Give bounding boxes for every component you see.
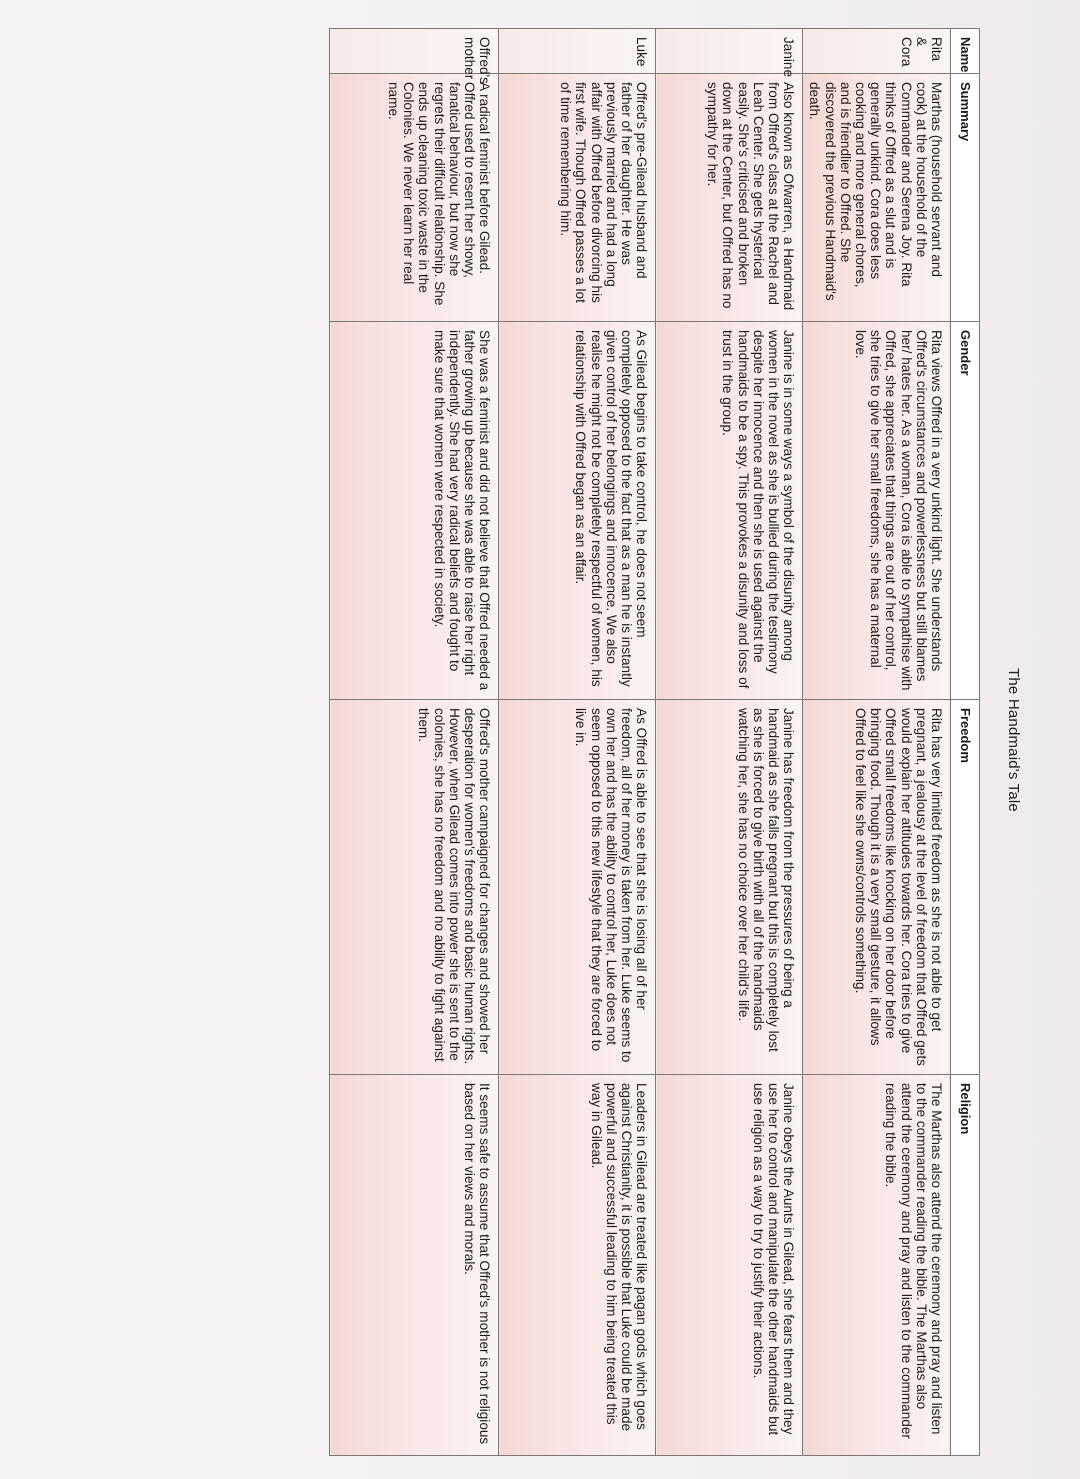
cell-gender: Rita views Offred in a very unkind light. She understands Offred's circumstances and powerlessness but still blames her/ hates her. As a woman, Cora is able to sympathise with Offred, she appreciates that things are out of her control, she tries to give her small freedoms, she has a maternal love. [803, 322, 951, 700]
cell-religion: Janine obeys the Aunts in Gilead, she fears them and they use her to control and manipulate the other handmaids but use religion as a way to try to justify their actions. [656, 1075, 803, 1456]
table-row [656, 29, 803, 1456]
cell-religion: It seems safe to assume that Offred's mother is not religious based on her views and morals. [330, 1075, 499, 1456]
header-religion: Religion [951, 1075, 980, 1456]
cell-gender: She was a feminist and did not believe that Offred needed a father growing up because she was able to raise her right independently. She had very radical beliefs and fought to make sure that women were respected in society. [330, 322, 499, 700]
header-freedom: Freedom [951, 700, 980, 1075]
cell-summary: Marthas (household servant and cook) at the household of the Commander and Serena Joy. Rita thinks of Offred as a slut and is generally unkind. Cora does less cooking and more general chores, and is friendlier to Offred. She discovered the previous Handmaid's death. [803, 74, 951, 322]
cell-name: Offred's mother [330, 29, 499, 74]
cell-freedom: Janine has freedom from the pressures of being a handmaid as she falls pregnant but this is completely lost as she is forced to give birth with all of the handmaids watching her, she has no choice over her child's life. [656, 700, 803, 1075]
cell-summary: Also known as Ofwarren, a Handmaid from Offred's class at the Rachel and Leah Center. She gets hysterical easily. She's criticised and broken down at the Center, but Offred has no sympathy for her. [656, 74, 803, 322]
cell-summary: Offred's pre-Gilead husband and father of her daughter. He was previously married and had a long affair with Offred before divorcing his first wife. Though Offred passes a lot of time remembering him. [499, 74, 656, 322]
cell-religion: The Marthas also attend the ceremony and pray and listen to the commander reading the bible. The Marthas also attend the ceremony and pray and listen to the commander reading the bible. [803, 1075, 951, 1456]
cell-gender: As Gilead begins to take control, he does not seem completely opposed to the fact that as a man he is instantly given control of her belongings and innocence. We also realise he might not be completely respectful of women, his relationship with Offred began as an affair. [499, 322, 656, 700]
table-row [499, 29, 656, 1456]
character-table [329, 28, 980, 1456]
cell-freedom: Offred's mother campaigned for changes and showed her desperation for women's freedoms and basic human rights. However, when Gilead comes into power she is sent to the colonies, she has no freedom and no ability to fight against them. [330, 700, 499, 1075]
header-gender: Gender [951, 322, 980, 700]
table-row [803, 29, 951, 1456]
header-name: Name [951, 29, 980, 74]
cell-summary: A radical feminist before Gilead. Offred used to resent her showy, fanatical behaviour, but now she regrets their difficult relationship. She ends up cleaning toxic waste in the Colonies. We never learn her real name. [330, 74, 499, 322]
header-row [951, 29, 980, 1456]
cell-name: Luke [499, 29, 656, 74]
cell-gender: Janine is in some ways a symbol of the disunity among women in the novel as she is bullied during the testimony despite her innocence and then she is used against the handmaids to be a spy. This provokes a disunity and loss of trust in the group. [656, 322, 803, 700]
document-title: The Handmaid's Tale [1005, 668, 1022, 812]
cell-name: Janine [656, 29, 803, 74]
cell-freedom: As Offred is able to see that she is losing all of her freedom, all of her money is taken from her. Luke seems to own her and has the ability to control her, Luke does not seem opposed to this new lifestyle that they are forced to live in. [499, 700, 656, 1075]
cell-name: Rita & Cora [803, 29, 951, 74]
cell-freedom: Rita has very limited freedom as she is not able to get pregnant, a jealousy at the level of freedom that Offred gets would explain her attitudes towards her. Cora tries to give Offred small freedoms like knocking on her door before bringing food. Though it is a very small gesture, it allows Offred to feel like she owns/controls something. [803, 700, 951, 1075]
table-row [330, 29, 499, 1456]
header-summary: Summary [951, 74, 980, 322]
cell-religion: Leaders in Gilead are treated like pagan gods which goes against Christianity, it is possible that Luke could be made powerful and successful leading to him being treated this way in Gilead. [499, 1075, 656, 1456]
